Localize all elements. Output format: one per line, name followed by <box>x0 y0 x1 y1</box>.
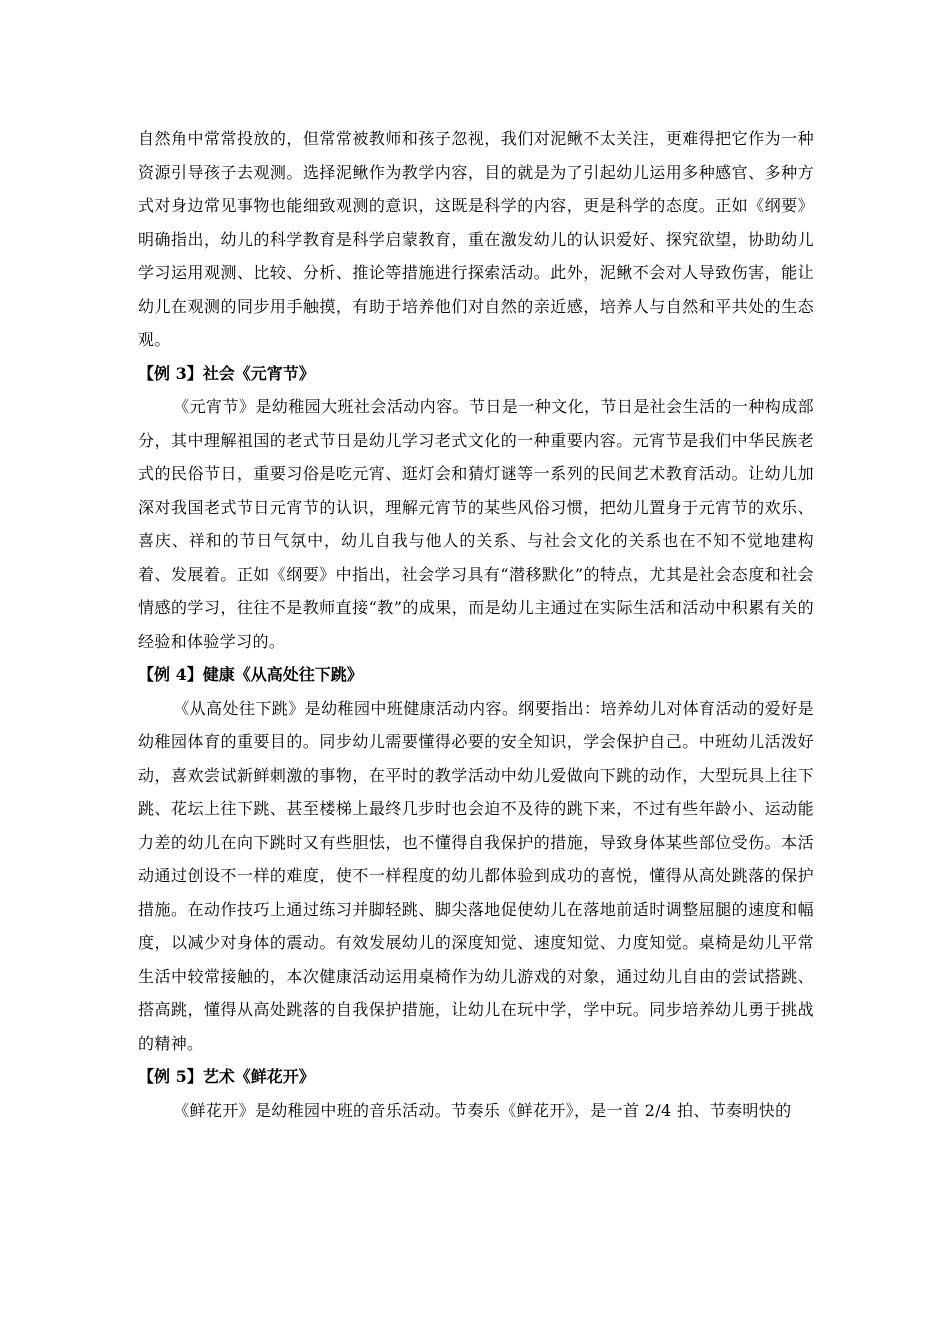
paragraph-loach-rationale: 自然角中常常投放的，但常常被教师和孩子忽视，我们对泥鳅不太关注，更难得把它作为一种资源引导孩子去观测。选择泥鳅作为教学内容，目的就是为了引起幼儿运用多种感官、多种方式对身边常见事物也能细致观测的意识，这既是科学的内容，更是科学的态度。正如《纲要》明确指出，幼儿的科学教育是科学启蒙教育，重在激发幼儿的认识爱好、探究欲望，协助幼儿学习运用观测、比较、分析、推论等措施进行探索活动。此外，泥鳅不会对人导致伤害，能让幼儿在观测的同步用手触摸，有助于培养他们对自然的亲近感，培养人与自然和平共处的生态观。 <box>138 129 814 349</box>
paragraph-lantern-festival: 《元宵节》是幼稚园大班社会活动内容。节日是一种文化，节日是社会生活的一种构成部分，其中理解祖国的老式节日是幼儿学习老式文化的一种重要内容。元宵节是我们中华民族老式的民俗节日，重要习俗是吃元宵、逛灯会和猜灯谜等一系列的民间艺术教育活动。让幼儿加深对我国老式节日元宵节的认识，理解元宵节的某些风俗习惯，把幼儿置身于元宵节的欢乐、喜庆、祥和的节日气氛中，幼儿自我与他人的关系、与社会文化的关系也在不知不觉地建构着、发展着。正如《纲要》中指出，社会学习具有“潜移默化”的特点，尤其是社会态度和社会情感的学习，往往不是教师直接“教”的成果，而是幼儿主通过在实际生活和活动中积累有关的经验和体验学习的。 <box>138 397 814 651</box>
heading-example-3: 【例 3】社会《元宵节》 <box>138 363 315 383</box>
document-page <box>138 122 814 1127</box>
heading-example-4: 【例 4】健康《从高处往下跳》 <box>138 665 363 684</box>
paragraph-flowers-bloom: 《鲜花开》是幼稚园中班的音乐活动。节奏乐《鲜花开》，是一首 2/4 拍、节奏明快的 <box>173 1100 792 1120</box>
heading-example-5: 【例 5】艺术《鲜花开》 <box>138 1067 315 1086</box>
paragraph-jump-from-height: 《从高处往下跳》是幼稚园中班健康活动内容。纲要指出：培养幼儿对体育活动的爱好是幼稚园体育的重要目的。同步幼儿需要懂得必要的安全知识，学会保护自己。中班幼儿活泼好动，喜欢尝试新鲜刺激的事物，在平时的教学活动中幼儿爱做向下跳的动作，大型玩具上往下跳、花坛上往下跳、甚至楼梯上最终几步时也会迫不及待的跳下来，不过有些年龄小、运动能力差的幼儿在向下跳时又有些胆怯，也不懂得自我保护的措施，导致身体某些部位受伤。本活动通过创设不一样的难度，使不一样程度的幼儿都体验到成功的喜悦，懂得从高处跳落的保护措施。在动作技巧上通过练习并脚轻跳、脚尖落地促使幼儿在落地前适时调整屈腿的速度和幅度，以减少对身体的震动。有效发展幼儿的深度知觉、速度知觉、力度知觉。桌椅是幼儿平常生活中较常接触的，本次健康活动运用桌椅作为幼儿游戏的对象，通过幼儿自由的尝试搭跳、搭高跳，懂得从高处跳落的自我保护措施，让幼儿在玩中学，学中玩。同步培养幼儿勇于挑战的精神。 <box>138 698 814 1053</box>
